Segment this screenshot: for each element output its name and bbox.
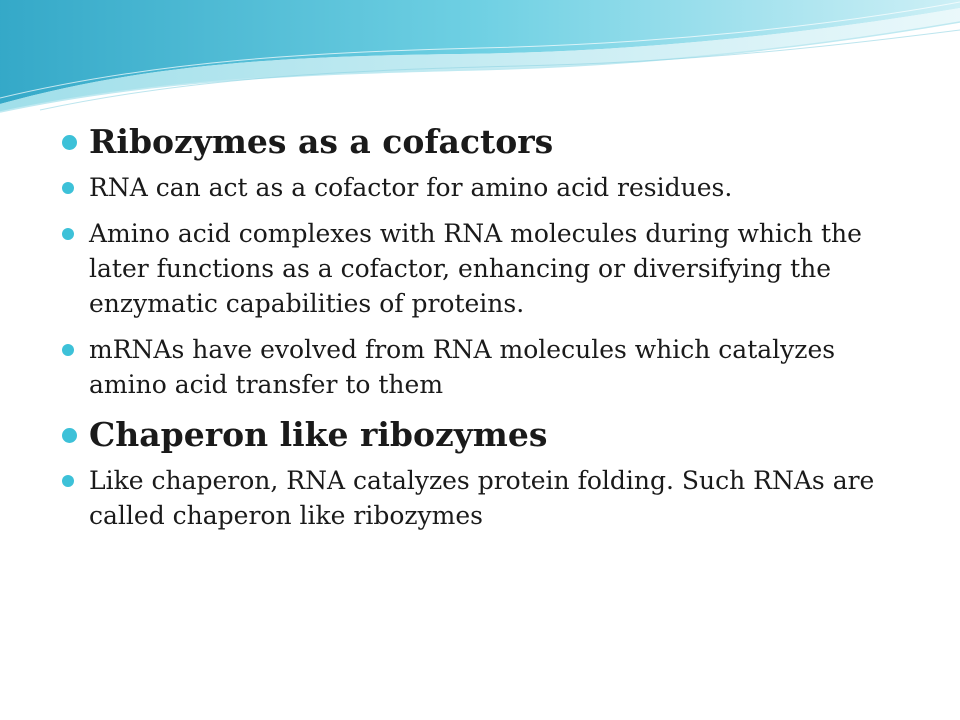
- bullet-dot-icon: [62, 182, 74, 194]
- bullet-dot-icon: [62, 135, 77, 150]
- bullet-mrnas-evolved: [62, 332, 902, 402]
- bullet-text: Chaperon like ribozymes: [89, 415, 548, 454]
- bullet-rna-protein-folding: [62, 463, 902, 533]
- bullet-text: Like chaperon, RNA catalyzes protein folding. Such RNAs are called chaperon like ribozymes: [89, 466, 875, 530]
- bullet-dot-icon: [62, 228, 74, 240]
- heading-ribozymes-as-cofactors: [62, 120, 902, 164]
- bullet-text: mRNAs have evolved from RNA molecules which catalyzes amino acid transfer to them: [89, 335, 836, 399]
- bullet-text: Ribozymes as a cofactors: [89, 122, 554, 161]
- bullet-dot-icon: [62, 428, 77, 443]
- heading-chaperon-like-ribozymes: [62, 413, 902, 457]
- bullet-list: [62, 120, 902, 544]
- bullet-amino-acid-complexes: [62, 216, 902, 321]
- bullet-rna-cofactor: [62, 170, 902, 205]
- bullet-dot-icon: [62, 344, 74, 356]
- top-wave-decoration: [0, 0, 960, 130]
- bullet-dot-icon: [62, 475, 74, 487]
- bullet-text: RNA can act as a cofactor for amino acid residues.: [89, 173, 733, 202]
- bullet-text: Amino acid complexes with RNA molecules during which the later functions as a cofactor, enhancing or diversifying the enzymatic capabilities of proteins.: [89, 219, 862, 318]
